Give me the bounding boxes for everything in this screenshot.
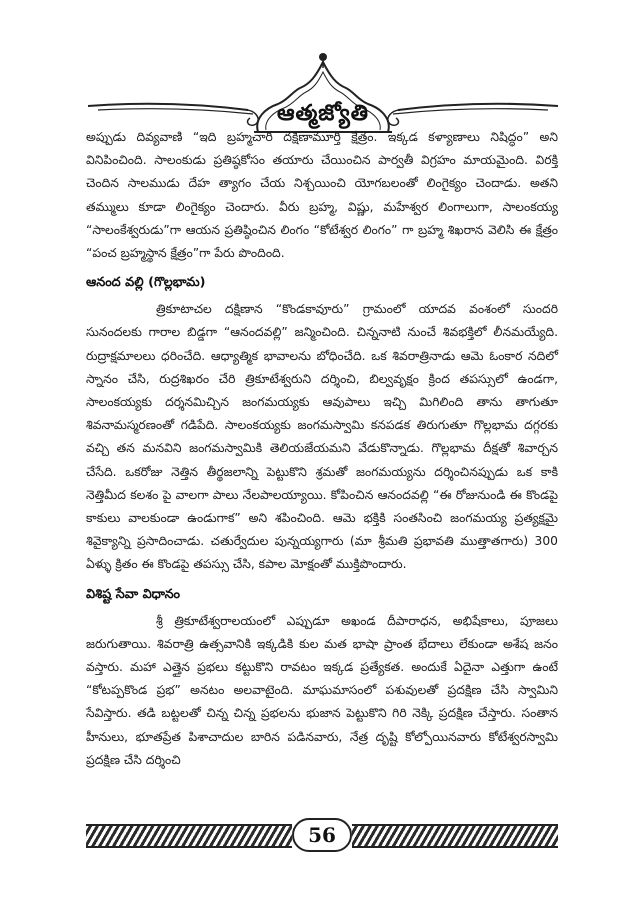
- page-body: [86, 126, 558, 772]
- section-heading-anandavalli: ఆనంద వల్లి (గొల్లభామ): [86, 275, 206, 291]
- page-header-title: ఆత్మజ్యోతి: [277, 100, 369, 126]
- footer-hatch-right: [352, 824, 558, 848]
- paragraph-1: అప్పుడు దివ్యవాణి “ఇది బ్రహ్మచారి దక్షిణామూర్తి క్షేత్రం. ఇక్కడ కళ్యాణాలు నిషిద్ధం” అని వినిపించింది. సాలంకుడు ప్రతిష్ఠకోసం తయారు చేయించిన పార్వతీ విగ్రహం మాయమైంది. విరక్తి చెందిన సాలముడు దేహ త్యాగం చేయ నిశ్చయించి యోగబలంతో లింగైక్యం చెందాడు. అతని తమ్ములు కూడా లింగైక్యం చెందారు. వీరు బ్రహ్మ, విష్ణు, మహేశ్వర లింగాలుగా, సాలంకయ్య “సాలంకేశ్వరుడు”గా ఆయన ప్రతిష్ఠించిన లింగం “కోటేశ్వర లింగం” గా బ్రహ్మ శిఖరాన వెలిసి ఈ క్షేత్రం “పంచ బ్రహ్మస్థాన క్షేత్రం”గా పేరు పొందింది.: [86, 130, 558, 261]
- section-heading-seva: విశిష్ట సేవా విధానం: [86, 586, 181, 602]
- page-header: [78, 48, 568, 138]
- footer-hatch-left: [86, 824, 292, 848]
- paragraph-3: శ్రీ త్రికూటేశ్వరాలయంలో ఎప్పుడూ అఖండ దీపారాధన, అభిషేకాలు, పూజలు జరుగుతాయి. శివరాత్రి ఉత్సవానికి ఇక్కడికి కుల మత భాషా ప్రాంత భేదాలు లేకుండా అశేష జనం వస్తారు. మహా ఎత్తైన ప్రభలు కట్టుకొని రావటం ఇక్కడ ప్రత్యేకత. అందుకే ఏదైనా ఎత్తుగా ఉంటే “కోటప్పకొండ ప్రభ” అనటం అలవాటైంది. మాఘమాసంలో పశువులతో ప్రదక్షిణ చేసి స్వామిని సేవిస్తారు. తడి బట్టలతో చిన్న చిన్న ప్రభలను భుజాన పెట్టుకొని గిరి నెక్కి ప్రదక్షిణ చేస్తారు. సంతాన హీనులు, భూతప్రేత పిశాచాదుల బారిన పడినవారు, నేత్ర దృష్టి కోల్పోయినవారు కోటేశ్వరస్వామి ప్రదక్షిణ చేసి దర్శించి: [86, 613, 558, 767]
- paragraph-2: త్రికూటాచల దక్షిణాన “కొండకావూరు” గ్రామంలో యాదవ వంశంలో సుందరి సునందలకు గారాల బిడ్డగా “ఆనందవల్లి” జన్మించింది. చిన్ననాటి నుంచే శివభక్తిలో లీనమయ్యేది. రుద్రాక్షమాలలు ధరించేది. ఆధ్యాత్మిక భావాలను బోధించేది. ఒక శివరాత్రినాడు ఆమె ఓంకార నదిలో స్నానం చేసి, రుద్రశిఖరం చేరి త్రికూటేశ్వరుని దర్శించి, బిల్వవృక్షం క్రింద తపస్సులో ఉండగా, సాలంకయ్యకు దర్శనమిచ్చిన జంగమయ్యకు ఆవుపాలు ఇచ్చి మిగిలింది తాను తాగుతూ శివనామస్మరణంతో గడిపేది. సాలంకయ్యకు జంగమస్వామి కనపడక తిరుగుతూ గొల్లభామ దగ్గరకు వచ్చి తన మనవిని జంగమస్వామికి తెలియజేయమని వేడుకొన్నాడు. గొల్లభామ దీక్షతో శివార్చన చేసేది. ఒకరోజు నెత్తిన తీర్థజలాన్ని పెట్టుకొని శ్రమతో జంగమయ్యను దర్శించినప్పుడు ఒక కాకి నెత్తిమీద కలశం పై వాలగా పాలు నేలపాలయ్యాయి. కోపించిన ఆనందవల్లి “ఈ రోజునుండి ఈ కొండపై కాకులు వాలకుండా ఉండుగాక” అని శపించింది. ఆమె భక్తికి సంతసించి జంగమయ్య ప్రత్యక్షమై శివైక్యాన్ని ప్రసాదించాడు. చతుర్వేదుల పున్నయ్యగారు (మా శ్రీమతి ప్రభావతి ముత్తాతగారు) 300 ఏళ్ళు క్రితం ఈ కొండపై తపస్సు చేసి, కపాల మోక్షంతో ముక్తిపొందారు.: [86, 302, 558, 572]
- page-number: 56: [292, 818, 352, 852]
- page-footer: [86, 818, 558, 854]
